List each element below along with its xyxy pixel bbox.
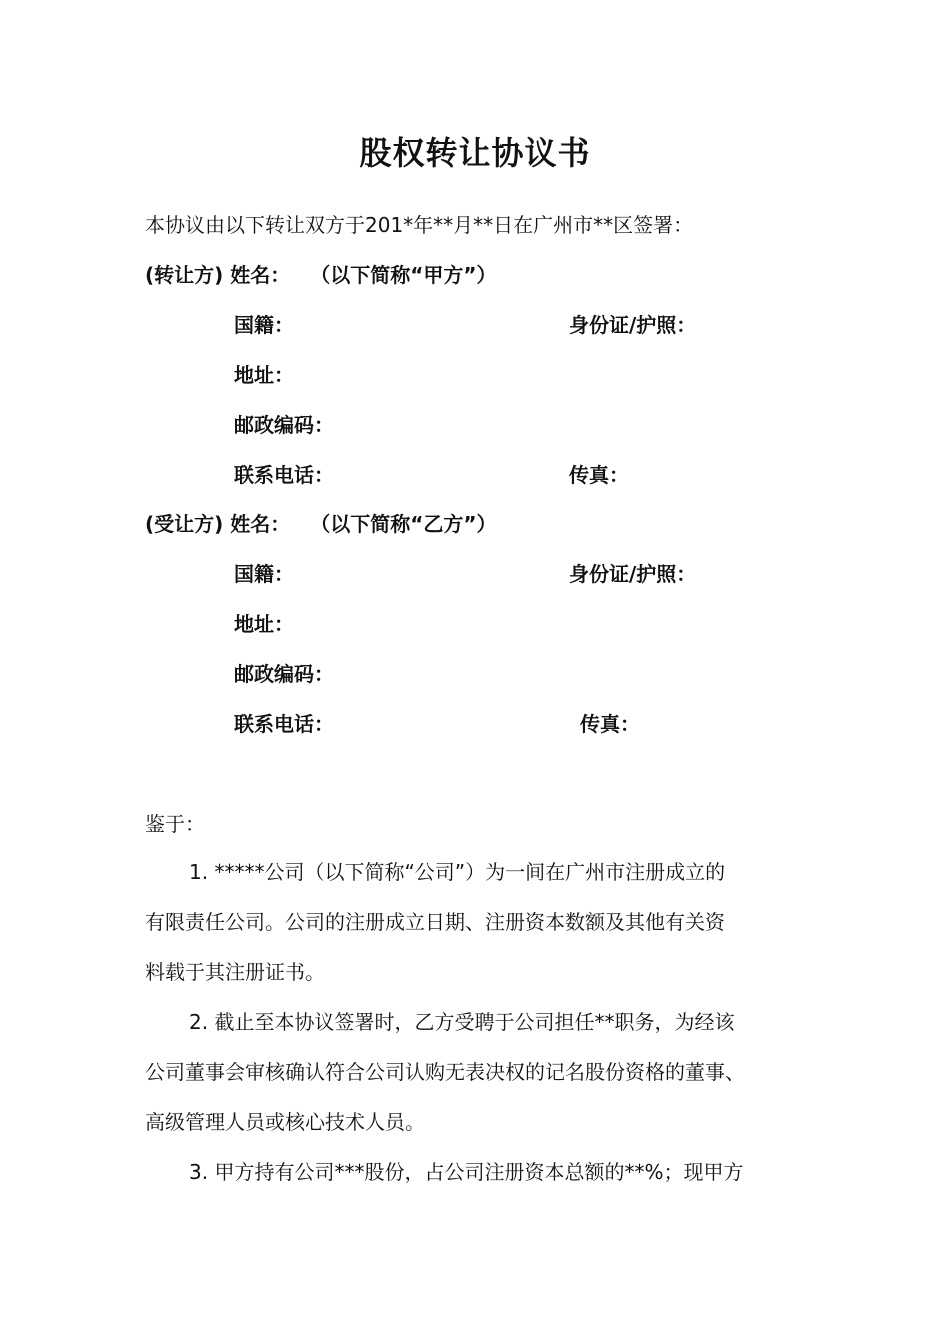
transferor-alias: （以下简称“甲方”） [310,263,497,287]
transferee-alias: （以下简称“乙方”） [310,512,497,536]
transferee-name-label: (受让方) 姓名： [145,512,291,536]
transferor-heading [145,261,497,289]
intro-text: 本协议由以下转让双方于201*年**月**日在广州市**区签署： [145,213,694,237]
document-title: 股权转让协议书 [359,134,591,172]
clause-1-line-1: 1. *****公司（以下简称“公司”）为一间在广州市注册成立的 [189,860,726,884]
transferee-fax-label: 传真： [580,712,640,736]
clause-2-line-2: 公司董事会审核确认符合公司认购无表决权的记名股份资格的董事、 [145,1060,745,1084]
transferor-address-label: 地址： [234,363,294,387]
clause-2-line-3: 高级管理人员或核心技术人员。 [145,1110,425,1134]
transferee-phone-label: 联系电话： [234,712,334,736]
transferee-heading [145,510,497,538]
clause-1-line-3: 料载于其注册证书。 [145,960,325,984]
transferor-id-label: 身份证/护照： [569,313,697,337]
transferor-fax-label: 传真： [569,463,629,487]
clause-1-line-2: 有限责任公司。公司的注册成立日期、注册资本数额及其他有关资 [145,910,725,934]
transferor-postcode-label: 邮政编码： [234,413,334,437]
transferee-id-label: 身份证/护照： [569,562,697,586]
transferee-address-label: 地址： [234,612,294,636]
transferee-postcode-label: 邮政编码： [234,662,334,686]
transferor-phone-label: 联系电话： [234,463,334,487]
transferee-nationality-label: 国籍： [234,562,294,586]
whereas-label: 鉴于： [145,812,205,836]
transferor-nationality-label: 国籍： [234,313,294,337]
clause-3-line-1: 3. 甲方持有公司***股份，占公司注册资本总额的**%；现甲方 [189,1160,744,1184]
transferor-name-label: (转让方) 姓名： [145,263,291,287]
clause-2-line-1: 2. 截止至本协议签署时，乙方受聘于公司担任**职务，为经该 [189,1010,735,1034]
